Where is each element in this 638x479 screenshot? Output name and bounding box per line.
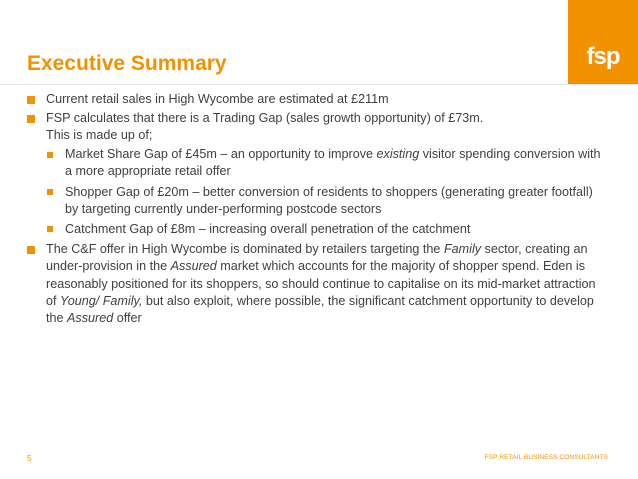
bullet-text: sector, creating an under-provision in the <box>46 242 588 274</box>
page-number: 5 <box>27 454 32 463</box>
sub-item-catchment-gap <box>47 221 607 238</box>
summary-content <box>27 91 607 329</box>
bullet-text: FSP calculates that there is a Trading Gap (sales growth opportunity) of £73m. <box>46 110 484 125</box>
sub-item-market-share-gap <box>47 146 607 180</box>
bullet-text: Current retail sales in High Wycombe are estimated at £211m <box>46 92 389 106</box>
bullet-text: This is made up of; <box>46 127 153 142</box>
sub-bullet-list <box>47 146 607 238</box>
sub-text: Market Share Gap of £45m – an opportunity to improve <box>65 147 377 162</box>
logo-text: fsp <box>586 43 620 70</box>
footer-company: FSP RETAIL BUSINESS CONSULTANTS <box>484 454 608 461</box>
emphasis-text: Assured <box>170 259 217 274</box>
title-divider <box>0 84 638 85</box>
emphasis-text: Family <box>443 242 482 257</box>
square-bullet-icon <box>27 246 35 254</box>
square-bullet-icon <box>27 96 35 104</box>
emphasis-text: existing <box>376 147 420 162</box>
bullet-item-retail-sales <box>27 91 607 108</box>
square-bullet-icon <box>47 152 53 158</box>
slide-title: Executive Summary <box>27 52 227 75</box>
sub-text: Catchment Gap of £8m – increasing overall penetration of the catchment <box>65 221 471 236</box>
bullet-text: but also exploit, where possible, the significant catchment opportunity to develop the <box>46 293 594 325</box>
bullet-list <box>27 91 607 327</box>
fsp-logo <box>568 0 638 85</box>
bullet-text: market which accounts for the majority of shopper spend. Eden is reasonably positioned for its shoppers, so should continue to capitalise on its mid-market attraction of <box>46 259 596 308</box>
sub-item-shopper-gap <box>47 184 607 218</box>
sub-text: visitor spending conversion with a more appropriate retail offer <box>65 147 601 179</box>
square-bullet-icon <box>47 226 53 232</box>
bullet-item-cf-offer <box>27 241 607 327</box>
emphasis-text: Assured <box>67 310 114 325</box>
sub-text: Shopper Gap of £20m – better conversion of residents to shoppers (generating greater footfall) by targeting currently under-performing postcode sectors <box>65 184 593 216</box>
square-bullet-icon <box>27 115 35 123</box>
bullet-text: offer <box>113 310 142 325</box>
bullet-text: The C&F offer in High Wycombe is dominated by retailers targeting the <box>46 242 444 257</box>
square-bullet-icon <box>47 189 53 195</box>
bullet-item-trading-gap <box>27 110 607 238</box>
emphasis-text: Young/ Family, <box>60 293 143 308</box>
